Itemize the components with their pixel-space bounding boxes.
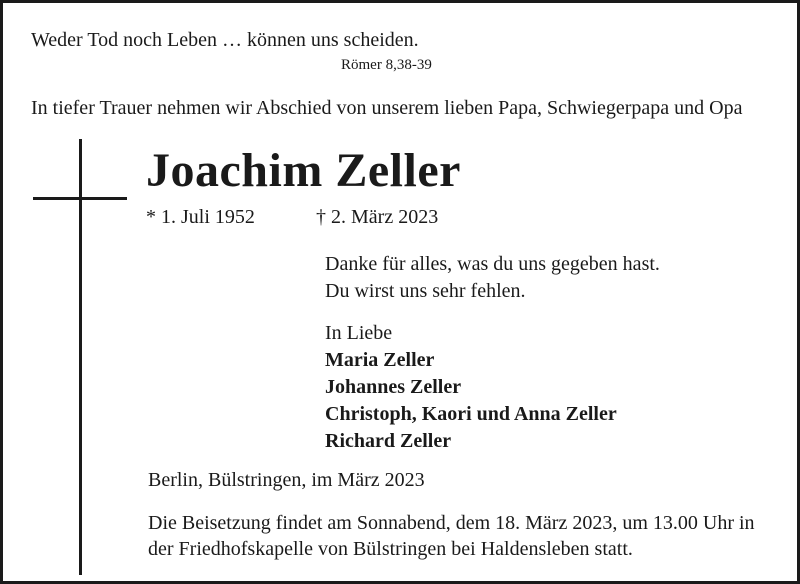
mourner-name: Christoph, Kaori und Anna Zeller [325,403,617,425]
deceased-name: Joachim Zeller [146,144,461,197]
thanks-text [325,251,660,305]
cross-icon-horizontal [33,197,127,200]
thanks-line-2: Du wirst uns sehr fehlen. [325,280,526,302]
funeral-line-2: der Friedhofskapelle von Bülstringen bei Haldensleben statt. [148,538,633,560]
funeral-info [148,510,755,562]
motto: Weder Tod noch Leben … können uns scheiden. [31,29,419,51]
mourners-intro: In Liebe [325,322,393,344]
mourner-name: Johannes Zeller [325,376,462,398]
intro-text: In tiefer Trauer nehmen wir Abschied von unserem lieben Papa, Schwiegerpapa und Opa [31,97,743,119]
mourner-name: Maria Zeller [325,349,435,371]
place-date: Berlin, Bülstringen, im März 2023 [148,469,425,491]
cross-icon-vertical [79,139,82,575]
thanks-line-1: Danke für alles, was du uns gegeben hast. [325,253,660,275]
mourner-name: Richard Zeller [325,430,452,452]
mourners-block [325,320,617,455]
motto-source: Römer 8,38-39 [341,57,432,73]
birth-date: * 1. Juli 1952 [146,206,255,228]
death-date: † 2. März 2023 [316,206,439,228]
funeral-line-1: Die Beisetzung findet am Sonnabend, dem 18. März 2023, um 13.00 Uhr in [148,512,755,534]
